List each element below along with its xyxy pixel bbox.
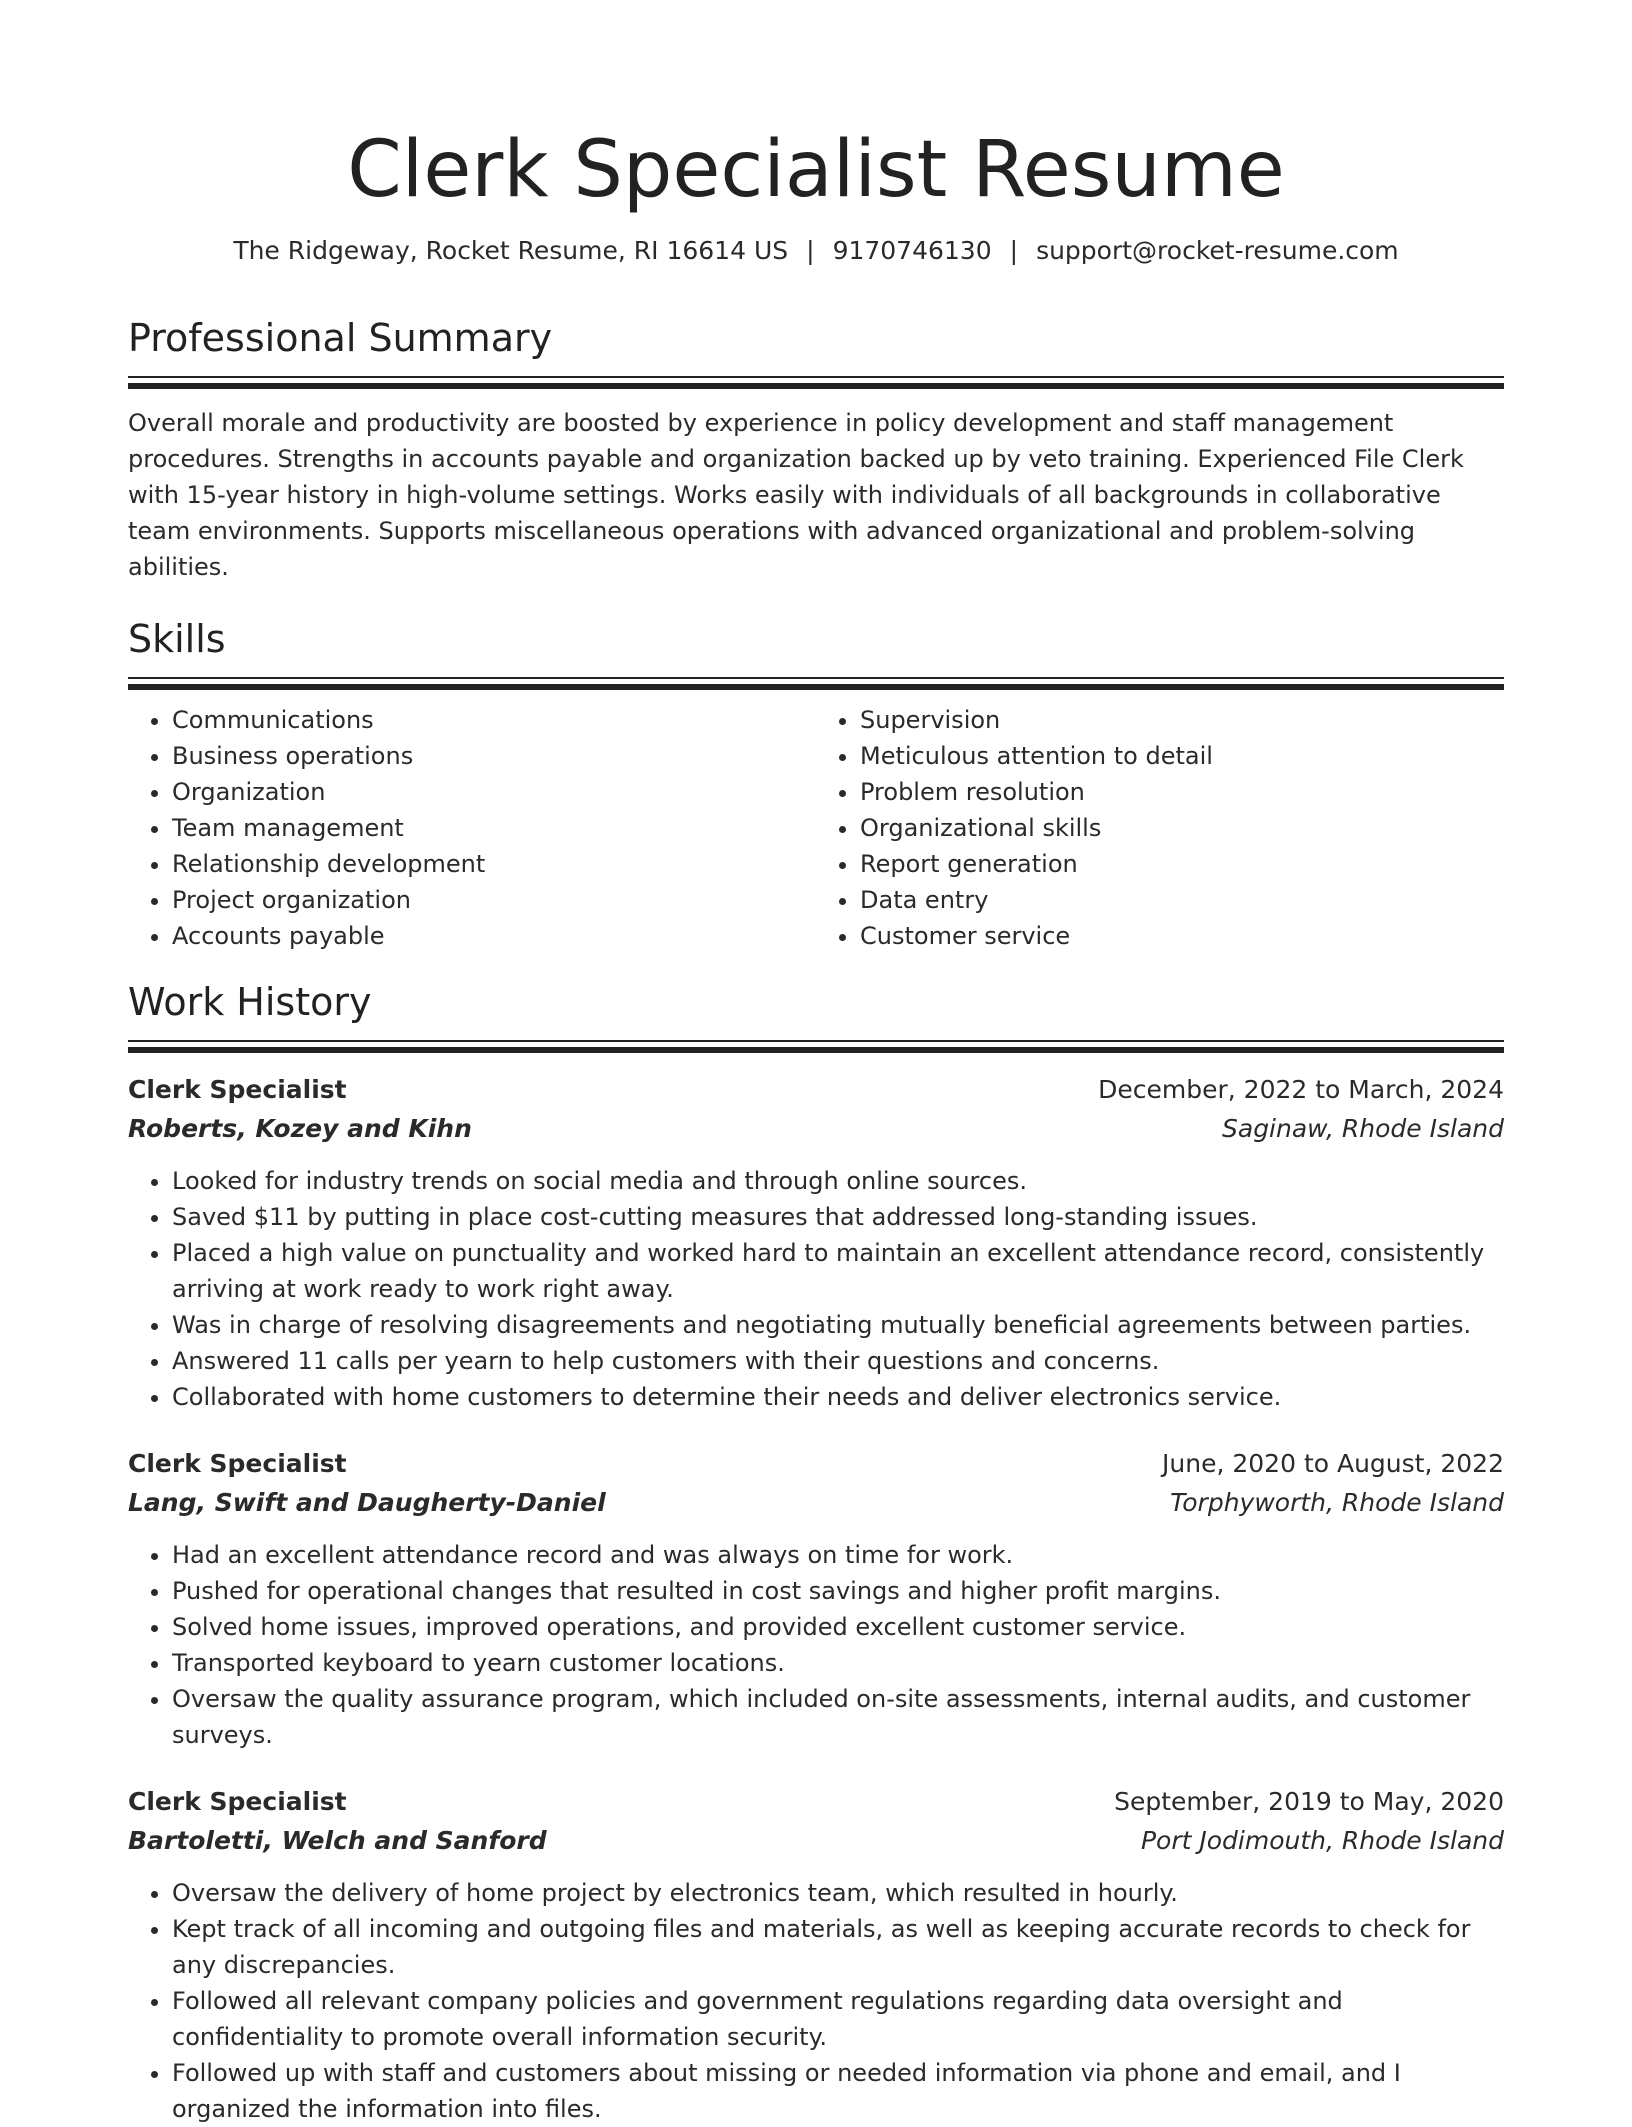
section-divider	[128, 1040, 1504, 1053]
job-duty: • Saved $11 by putting in place cost-cutting measures that addressed long-standing issues.	[172, 1199, 1504, 1235]
section-heading-work-history: Work History	[128, 980, 372, 1024]
job-duty: • Was in charge of resolving disagreements and negotiating mutually beneficial agreements between parties.	[172, 1307, 1504, 1343]
job-entry	[128, 1445, 1504, 1753]
job-duty: • Solved home issues, improved operations, and provided excellent customer service.	[172, 1609, 1504, 1645]
job-dates: September, 2019 to May, 2020	[1114, 1787, 1504, 1816]
job-title: Clerk Specialist	[128, 1449, 347, 1478]
job-duty: • Followed all relevant company policies and government regulations regarding data oversight and confidentiality to promote overall information security.	[172, 1983, 1504, 2055]
contact-phone: 9170746130	[832, 236, 992, 265]
skill-item: • Team management	[172, 810, 816, 846]
skill-item: • Organizational skills	[860, 810, 1504, 846]
job-header-row	[128, 1783, 1504, 1821]
contact-line	[128, 234, 1504, 268]
section-heading-summary: Professional Summary	[128, 316, 553, 360]
section-divider	[128, 376, 1504, 389]
skill-item: • Accounts payable	[172, 918, 816, 954]
skills-section	[128, 615, 1504, 954]
professional-summary-section	[128, 314, 1504, 585]
job-duty: • Followed up with staff and customers about missing or needed information via phone and email, and I organized the information into files.	[172, 2055, 1504, 2127]
job-duties-list	[128, 1875, 1504, 2127]
contact-email: support@rocket-resume.com	[1036, 236, 1399, 265]
job-duty: • Transported keyboard to yearn customer locations.	[172, 1645, 1504, 1681]
resume-title: Clerk Specialist Resume	[347, 125, 1285, 215]
job-dates: December, 2022 to March, 2024	[1098, 1075, 1504, 1104]
skill-item: • Customer service	[860, 918, 1504, 954]
skill-item: • Problem resolution	[860, 774, 1504, 810]
summary-text: Overall morale and productivity are boosted by experience in policy development and staff management procedures. Strengths in accounts payable and organization backed up by veto training. Experienced File Clerk with 15-year history in high-volume settings. Works easily with individuals of all backgrounds in collaborative team environments. Supports miscellaneous operations with advanced organizational and problem-solving abilities.	[128, 409, 1464, 581]
job-duty: • Oversaw the delivery of home project by electronics team, which resulted in hourly.	[172, 1875, 1504, 1911]
skill-item: • Meticulous attention to detail	[860, 738, 1504, 774]
job-duty: • Pushed for operational changes that resulted in cost savings and higher profit margins.	[172, 1573, 1504, 1609]
job-company: Lang, Swift and Daugherty-Daniel	[128, 1488, 606, 1517]
job-company: Bartoletti, Welch and Sanford	[128, 1826, 547, 1855]
skill-item: • Organization	[172, 774, 816, 810]
job-duty: • Placed a high value on punctuality and worked hard to maintain an excellent attendance record, consistently arriving at work ready to work right away.	[172, 1235, 1504, 1307]
contact-address: The Ridgeway, Rocket Resume, RI 16614 US	[233, 236, 789, 265]
job-company: Roberts, Kozey and Kihn	[128, 1114, 472, 1143]
job-duties-list	[128, 1163, 1504, 1415]
skill-item: • Project organization	[172, 882, 816, 918]
job-duty: • Looked for industry trends on social media and through online sources.	[172, 1163, 1504, 1199]
job-dates: June, 2020 to August, 2022	[1162, 1449, 1504, 1478]
skills-grid	[128, 702, 1504, 954]
job-duty: • Had an excellent attendance record and was always on time for work.	[172, 1537, 1504, 1573]
contact-separator: |	[806, 236, 815, 265]
skills-column-left	[128, 702, 816, 954]
skill-item: • Data entry	[860, 882, 1504, 918]
section-heading-skills: Skills	[128, 617, 226, 661]
section-divider	[128, 677, 1504, 690]
job-duty: • Collaborated with home customers to determine their needs and deliver electronics service.	[172, 1379, 1504, 1415]
job-header-row	[128, 1071, 1504, 1109]
skills-column-right	[816, 702, 1504, 954]
job-duty: • Kept track of all incoming and outgoing files and materials, as well as keeping accurate records to check for any discrepancies.	[172, 1911, 1504, 1983]
job-company-row	[128, 1483, 1504, 1523]
work-history-section	[128, 978, 1504, 2127]
skill-item: • Relationship development	[172, 846, 816, 882]
skill-item: • Business operations	[172, 738, 816, 774]
job-location: Torphyworth, Rhode Island	[1170, 1488, 1504, 1517]
job-company-row	[128, 1109, 1504, 1149]
job-entry	[128, 1783, 1504, 2127]
job-title: Clerk Specialist	[128, 1787, 347, 1816]
job-title: Clerk Specialist	[128, 1075, 347, 1104]
job-location: Saginaw, Rhode Island	[1222, 1114, 1504, 1143]
job-duty: • Oversaw the quality assurance program, which included on-site assessments, internal audits, and customer surveys.	[172, 1681, 1504, 1753]
job-entry	[128, 1071, 1504, 1415]
job-duty: • Answered 11 calls per yearn to help customers with their questions and concerns.	[172, 1343, 1504, 1379]
skill-item: • Communications	[172, 702, 816, 738]
skill-item: • Report generation	[860, 846, 1504, 882]
skill-item: • Supervision	[860, 702, 1504, 738]
job-company-row	[128, 1821, 1504, 1861]
contact-separator: |	[1009, 236, 1019, 265]
job-header-row	[128, 1445, 1504, 1483]
job-location: Port Jodimouth, Rhode Island	[1140, 1826, 1504, 1855]
job-duties-list	[128, 1537, 1504, 1753]
